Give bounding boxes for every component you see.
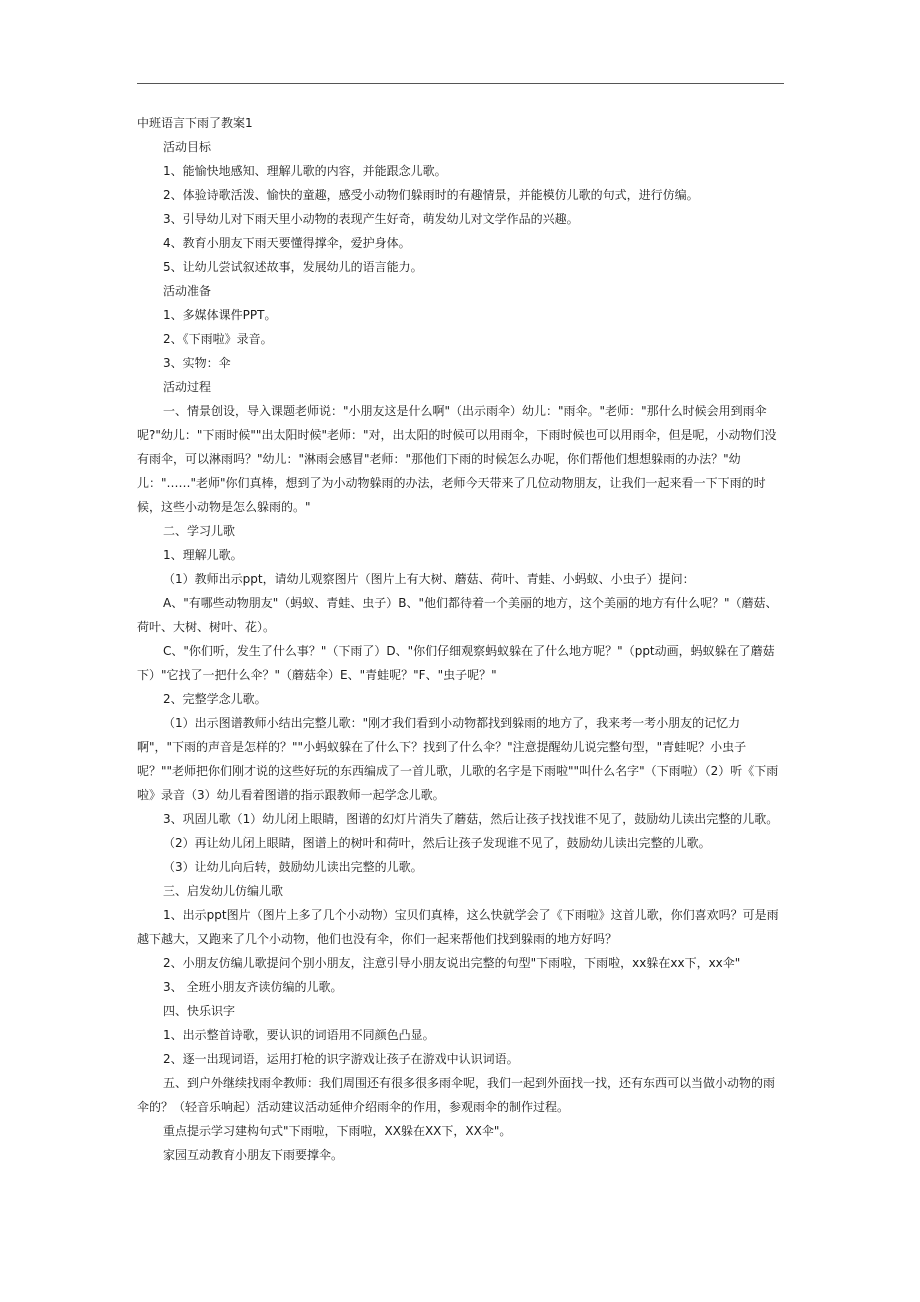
goal-2: 2、体验诗歌活泼、愉快的童趣，感受小动物们躲雨时的有趣情景，并能模仿儿歌的句式，进行仿编。 bbox=[163, 188, 699, 202]
prep-3: 3、实物：伞 bbox=[163, 356, 231, 370]
section-2-item-3-2: （2）再让幼儿闭上眼睛，图谱上的树叶和荷叶，然后让孩子发现谁不见了，鼓励幼儿读出完整的儿歌。 bbox=[163, 836, 711, 850]
prep-1: 1、多媒体课件PPT。 bbox=[163, 308, 277, 322]
section-2-item-2-1: （1）出示图谱教师小结出完整儿歌："刚才我们看到小动物都找到躲雨的地方了，我来考一考小朋友的记忆力啊"，"下雨的声音是怎样的？""小蚂蚁躲在了什么下？找到了什么伞？"注意提醒幼儿说完整句型，"青蛙呢？小虫子呢？""老师把你们刚才说的这些好玩的东西编成了一首儿歌，儿歌的名字是下雨啦""叫什么名字"（下雨啦）（2）听《下雨啦》录音（3）幼儿看着图谱的指示跟教师一起学念儿歌。 bbox=[137, 716, 779, 802]
process-intro: 一、情景创设，导入课题老师说："小朋友这是什么啊"（出示雨伞）幼儿："雨伞。"老师："那什么时候会用到雨伞呢?"幼儿："下雨时候""出太阳时候"老师："对，出太阳的时候可以用雨伞，下雨时候也可以用雨伞，但是呢，小动物们没有雨伞，可以淋雨吗？"幼儿："淋雨会感冒"老师："那他们下雨的时候怎么办呢，你们帮他们想想躲雨的办法？"幼儿："……"老师"你们真棒，想到了为小动物躲雨的办法，老师今天带来了几位动物朋友，让我们一起来看一下下雨的时候，这些小动物是怎么躲雨的。" bbox=[137, 404, 777, 514]
section-4-item-1: 1、出示整首诗歌，要认识的词语用不同颜色凸显。 bbox=[163, 1028, 435, 1042]
section-2-item-3-3: （3）让幼儿向后转，鼓励幼儿读出完整的儿歌。 bbox=[163, 860, 423, 874]
heading-prep: 活动准备 bbox=[163, 284, 212, 298]
goal-1: 1、能愉快地感知、理解儿歌的内容，并能跟念儿歌。 bbox=[163, 164, 447, 178]
section-2-item-3: 3、巩固儿歌（1）幼儿闭上眼睛，图谱的幻灯片消失了蘑菇，然后让孩子找找谁不见了，鼓励幼儿读出完整的儿歌。 bbox=[163, 812, 779, 826]
section-2-item-1-1: （1）教师出示ppt，请幼儿观察图片（图片上有大树、蘑菇、荷叶、青蛙、小蚂蚁、小虫子）提问： bbox=[163, 572, 695, 586]
section-2-heading: 二、学习儿歌 bbox=[163, 524, 236, 538]
key-point: 重点提示学习建构句式"下雨啦，下雨啦，XX躲在XX下，XX伞"。 bbox=[163, 1124, 512, 1138]
header-rule bbox=[137, 83, 784, 84]
section-2-item-2: 2、完整学念儿歌。 bbox=[163, 692, 267, 706]
section-3-heading: 三、启发幼儿仿编儿歌 bbox=[163, 884, 284, 898]
goal-4: 4、教育小朋友下雨天要懂得撑伞，爱护身体。 bbox=[163, 236, 411, 250]
section-2-questions-cf: C、"你们听，发生了什么事？"（下雨了）D、"你们仔细观察蚂蚁躲在了什么地方呢？"（ppt动画，蚂蚁躲在了蘑菇下）"它找了一把什么伞？"（蘑菇伞）E、"青蛙呢？"F、"虫子呢？" bbox=[137, 644, 775, 682]
goal-3: 3、引导幼儿对下雨天里小动物的表现产生好奇，萌发幼儿对文学作品的兴趣。 bbox=[163, 212, 579, 226]
section-2-item-1: 1、理解儿歌。 bbox=[163, 548, 243, 562]
section-2-questions-ab: A、"有哪些动物朋友"（蚂蚁、青蛙、虫子）B、"他们都待着一个美丽的地方，这个美丽的地方有什么呢？"（蘑菇、荷叶、大树、树叶、花）。 bbox=[137, 596, 778, 634]
goal-5: 5、让幼儿尝试叙述故事，发展幼儿的语言能力。 bbox=[163, 260, 423, 274]
section-5: 五、到户外继续找雨伞教师：我们周围还有很多很多雨伞呢，我们一起到外面找一找，还有东西可以当做小动物的雨伞的？（轻音乐响起）活动建议活动延伸介绍雨伞的作用，参观雨伞的制作过程。 bbox=[137, 1076, 776, 1114]
document-body bbox=[137, 111, 785, 1167]
section-3-item-2: 2、小朋友仿编儿歌提问个别小朋友，注意引导小朋友说出完整的句型"下雨啦，下雨啦，xx躲在xx下，xx伞" bbox=[163, 956, 741, 970]
section-3-item-1: 1、出示ppt图片（图片上多了几个小动物）宝贝们真棒，这么快就学会了《下雨啦》这首儿歌，你们喜欢吗？可是雨越下越大，又跑来了几个小动物，他们也没有伞，你们一起来帮他们找到躲雨的地方好吗？ bbox=[137, 908, 779, 946]
heading-process: 活动过程 bbox=[163, 380, 212, 394]
doc-title: 中班语言下雨了教案1 bbox=[137, 116, 253, 130]
home-school: 家园互动教育小朋友下雨要撑伞。 bbox=[163, 1148, 344, 1162]
section-4-item-2: 2、逐一出现词语，运用打枪的识字游戏让孩子在游戏中认识词语。 bbox=[163, 1052, 519, 1066]
prep-2: 2、《下雨啦》录音。 bbox=[163, 332, 273, 346]
heading-goals: 活动目标 bbox=[163, 140, 212, 154]
section-3-item-3: 3、 全班小朋友齐读仿编的儿歌。 bbox=[163, 980, 343, 994]
section-4-heading: 四、快乐识字 bbox=[163, 1004, 236, 1018]
